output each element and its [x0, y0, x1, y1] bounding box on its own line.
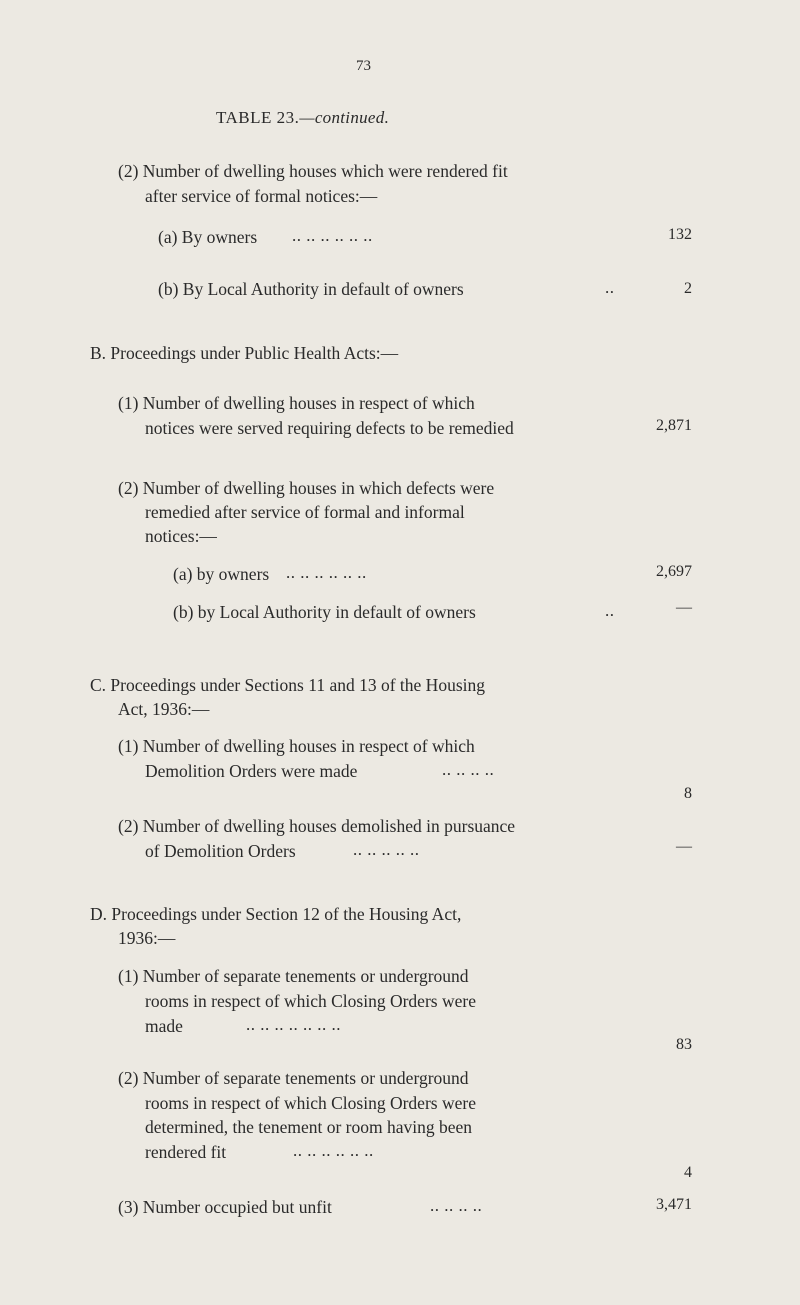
d-item1-line2: rooms in respect of which Closing Orders were	[145, 991, 476, 1011]
d-item3-label: (3) Number occupied but unfit	[118, 1197, 332, 1217]
b-b-value: —	[676, 599, 692, 616]
a2-line2: after service of formal notices:—	[145, 186, 378, 206]
table-title-continued: —continued.	[299, 108, 390, 127]
a2-line1: (2) Number of dwelling houses which were rendered fit	[118, 161, 508, 181]
section-c-heading-line1: C. Proceedings under Sections 11 and 13 of the Housing	[90, 675, 485, 695]
d-item2-line1: (2) Number of separate tenements or underground	[118, 1068, 469, 1088]
a2-a-label: (a) By owners	[158, 227, 258, 247]
table-title-label: TABLE 23.	[216, 108, 300, 127]
c-item1-dots: .. .. .. ..	[442, 760, 495, 779]
a2-a-dots: .. .. .. .. .. ..	[292, 226, 373, 245]
c-item2-line1: (2) Number of dwelling houses demolished in pursuance	[118, 816, 516, 836]
b-item2-line2: remedied after service of formal and informal	[145, 502, 465, 522]
b-item1-line1: (1) Number of dwelling houses in respect of which	[118, 393, 475, 413]
d-item1-line3: made	[145, 1016, 183, 1036]
table-title	[216, 108, 389, 128]
c-item1-line2: Demolition Orders were made	[145, 761, 358, 781]
section-c-heading-line2: Act, 1936:—	[118, 699, 210, 719]
d-item2-line3: determined, the tenement or room having been	[145, 1117, 473, 1137]
d-item2-line4: rendered fit	[145, 1142, 227, 1162]
d-item3-dots: .. .. .. ..	[430, 1196, 483, 1215]
c-item2-value: —	[676, 838, 692, 855]
b-item2-line1: (2) Number of dwelling houses in which defects were	[118, 478, 495, 498]
d-item1-dots: .. .. .. .. .. .. ..	[246, 1015, 341, 1034]
d-item1-line1: (1) Number of separate tenements or underground	[118, 966, 469, 986]
a2-b-value: 2	[684, 280, 692, 297]
b-item1-line2: notices were served requiring defects to be remedied	[145, 418, 514, 438]
section-d-heading-line2: 1936:—	[118, 928, 176, 948]
d-item2-line2: rooms in respect of which Closing Orders were	[145, 1093, 476, 1113]
b-b-label: (b) by Local Authority in default of owners	[173, 602, 476, 622]
b-b-dots: ..	[605, 601, 615, 620]
b-a-value: 2,697	[656, 563, 692, 580]
b-item2-line3: notices:—	[145, 526, 217, 546]
section-b-heading: B. Proceedings under Public Health Acts:—	[90, 343, 399, 363]
section-d-heading-line1: D. Proceedings under Section 12 of the Housing Act,	[90, 904, 462, 924]
a2-a-value: 132	[668, 226, 692, 243]
c-item2-dots: .. .. .. .. ..	[353, 840, 420, 859]
b-a-dots: .. .. .. .. .. ..	[286, 563, 367, 582]
c-item1-line1: (1) Number of dwelling houses in respect of which	[118, 736, 475, 756]
b-item1-value: 2,871	[656, 417, 692, 434]
a2-b-label: (b) By Local Authority in default of owners	[158, 279, 464, 299]
d-item2-dots: .. .. .. .. .. ..	[293, 1141, 374, 1160]
c-item1-value: 8	[684, 785, 692, 802]
a2-b-dots: ..	[605, 278, 615, 297]
d-item2-value: 4	[684, 1164, 692, 1181]
d-item3-value: 3,471	[656, 1196, 692, 1213]
d-item1-value: 83	[676, 1036, 692, 1053]
b-a-label: (a) by owners	[173, 564, 270, 584]
page-number: 73	[356, 58, 371, 74]
c-item2-line2: of Demolition Orders	[145, 841, 296, 861]
